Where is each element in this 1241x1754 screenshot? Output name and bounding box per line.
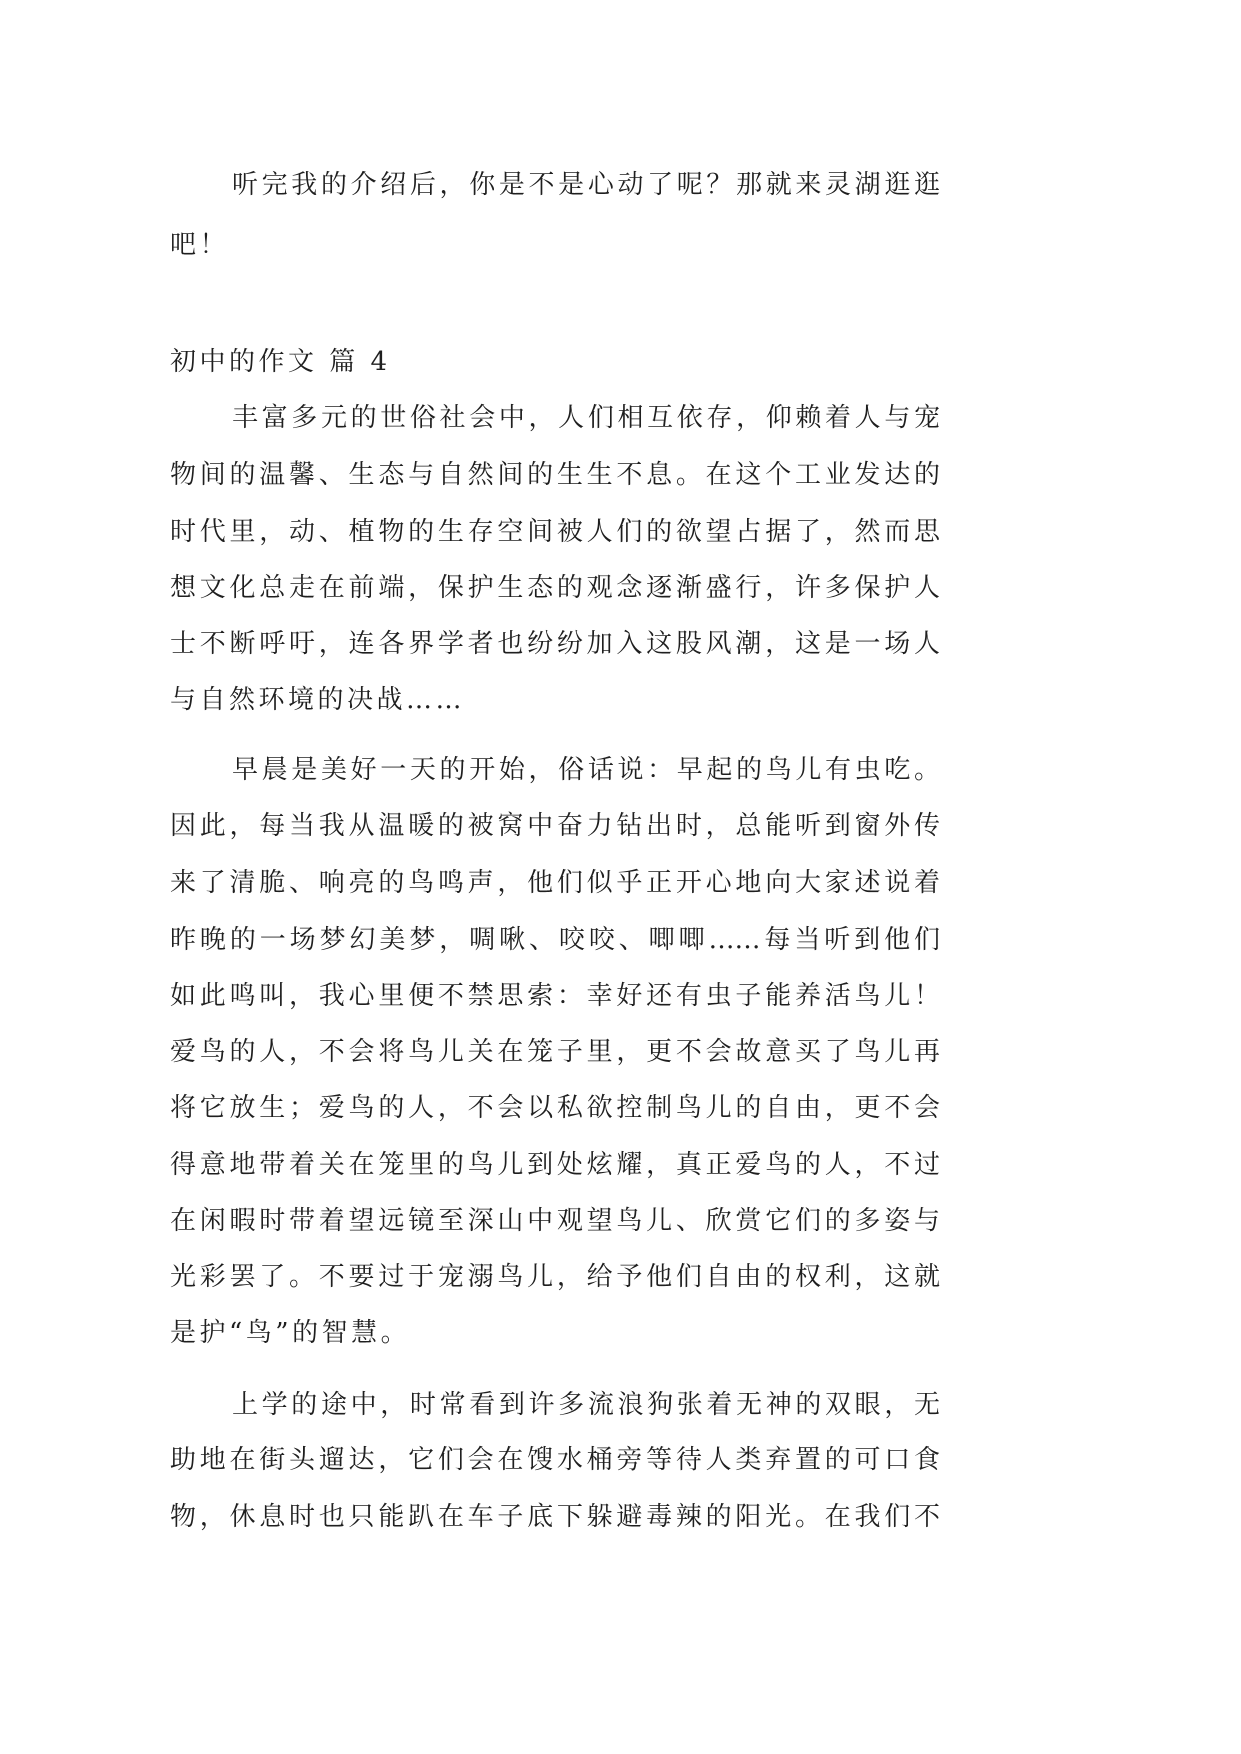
paragraph-line: 得意地带着关在笼里的鸟儿到处炫耀，真正爱鸟的人，不过: [170, 1150, 940, 1180]
paragraph-line: 是护“鸟”的智慧。: [170, 1318, 411, 1348]
paragraph-line: 想文化总走在前端，保护生态的观念逐渐盛行，许多保护人: [170, 573, 940, 603]
paragraph-line: 早晨是美好一天的开始，俗话说：早起的鸟儿有虫吃。: [232, 755, 940, 785]
paragraph-line: 如此鸣叫，我心里便不禁思索：幸好还有虫子能养活鸟儿！: [170, 981, 940, 1011]
paragraph-line: 助地在街头遛达，它们会在馊水桶旁等待人类弃置的可口食: [170, 1445, 940, 1475]
paragraph-line: 丰富多元的世俗社会中，人们相互依存，仰赖着人与宠: [232, 403, 940, 433]
section-heading: 初中的作文 篇 4: [170, 347, 391, 377]
paragraph-line: 吧！: [170, 230, 230, 260]
paragraph-line: 士不断呼吁，连各界学者也纷纷加入这股风潮，这是一场人: [170, 629, 940, 659]
paragraph-line: 上学的途中，时常看到许多流浪狗张着无神的双眼，无: [232, 1390, 940, 1420]
paragraph-line: 与自然环境的决战……: [170, 685, 466, 715]
paragraph-line: 将它放生；爱鸟的人，不会以私欲控制鸟儿的自由，更不会: [170, 1093, 940, 1123]
paragraph-line: 物，休息时也只能趴在车子底下躲避毒辣的阳光。在我们不: [170, 1502, 940, 1532]
paragraph-line: 昨晚的一场梦幻美梦，啁啾、咬咬、唧唧……每当听到他们: [170, 925, 940, 955]
paragraph-line: 听完我的介绍后，你是不是心动了呢？那就来灵湖逛逛: [232, 170, 940, 200]
paragraph-line: 光彩罢了。不要过于宠溺鸟儿，给予他们自由的权利，这就: [170, 1262, 940, 1292]
paragraph-line: 因此，每当我从温暖的被窝中奋力钻出时，总能听到窗外传: [170, 811, 940, 841]
paragraph-line: 在闲暇时带着望远镜至深山中观望鸟儿、欣赏它们的多姿与: [170, 1206, 940, 1236]
paragraph-line: 来了清脆、响亮的鸟鸣声，他们似乎正开心地向大家述说着: [170, 868, 940, 898]
paragraph-line: 物间的温馨、生态与自然间的生生不息。在这个工业发达的: [170, 460, 940, 490]
paragraph-line: 爱鸟的人，不会将鸟儿关在笼子里，更不会故意买了鸟儿再: [170, 1037, 940, 1067]
paragraph-line: 时代里，动、植物的生存空间被人们的欲望占据了，然而思: [170, 517, 940, 547]
